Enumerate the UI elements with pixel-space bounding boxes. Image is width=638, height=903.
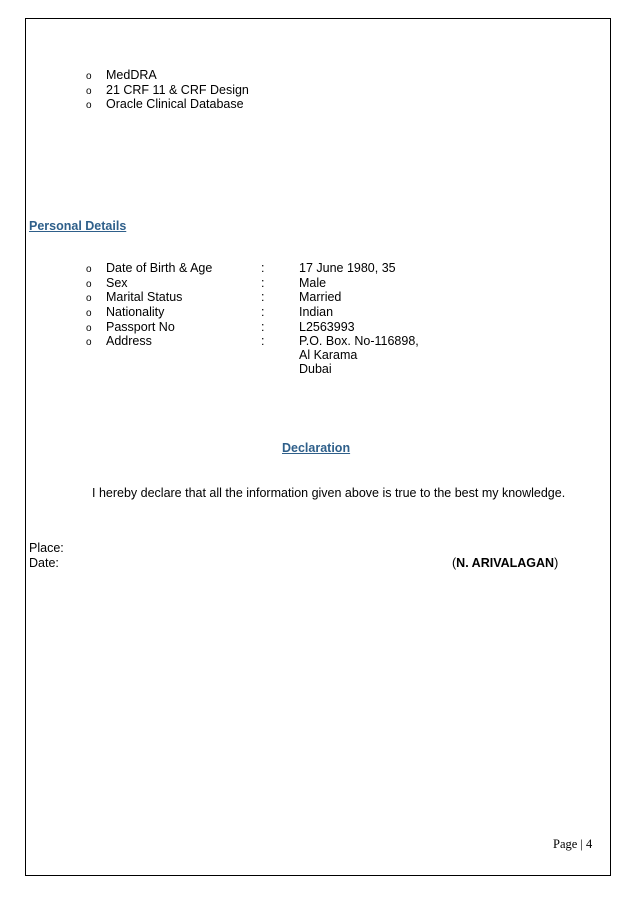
detail-value: Male bbox=[299, 276, 327, 290]
skill-text: MedDRA bbox=[106, 68, 157, 82]
page-number: Page | 4 bbox=[553, 837, 593, 851]
skill-text: 21 CRF 11 & CRF Design bbox=[106, 83, 249, 97]
bullet-icon: o bbox=[86, 337, 92, 348]
signature-name bbox=[452, 556, 558, 570]
declaration-heading: Declaration bbox=[282, 441, 351, 455]
bullet-icon: o bbox=[86, 308, 92, 319]
detail-colon: : bbox=[261, 334, 265, 348]
detail-label: Sex bbox=[106, 276, 128, 290]
detail-colon: : bbox=[261, 290, 265, 304]
personal-details-heading: Personal Details bbox=[29, 219, 127, 233]
detail-label: Date of Birth & Age bbox=[106, 261, 213, 275]
detail-label: Passport No bbox=[106, 320, 175, 334]
bullet-icon: o bbox=[86, 264, 92, 275]
bullet-icon: o bbox=[86, 279, 92, 290]
detail-label: Nationality bbox=[106, 305, 165, 319]
bullet-icon: o bbox=[86, 323, 92, 334]
detail-value: Indian bbox=[299, 305, 334, 319]
detail-colon: : bbox=[261, 261, 265, 275]
place-label: Place: bbox=[29, 541, 64, 555]
signature-close-paren: ) bbox=[554, 556, 559, 570]
bullet-icon: o bbox=[86, 100, 92, 111]
bullet-icon: o bbox=[86, 71, 92, 82]
detail-value: L2563993 bbox=[299, 320, 355, 334]
detail-value: Married bbox=[299, 290, 342, 304]
bullet-icon: o bbox=[86, 86, 92, 97]
skill-text: Oracle Clinical Database bbox=[106, 97, 244, 111]
detail-colon: : bbox=[261, 320, 265, 334]
signature-open-paren: ( bbox=[452, 556, 457, 570]
date-label: Date: bbox=[29, 556, 59, 570]
address-line-text: Al Karama bbox=[299, 348, 358, 362]
detail-colon: : bbox=[261, 276, 265, 290]
signature-name-text: N. ARIVALAGAN bbox=[456, 556, 555, 570]
declaration-text: I hereby declare that all the information given above is true to the best my knowledge. bbox=[92, 486, 566, 500]
detail-label: Address bbox=[106, 334, 152, 348]
detail-value: 17 June 1980, 35 bbox=[299, 261, 396, 275]
detail-colon: : bbox=[261, 305, 265, 319]
address-line-text: Dubai bbox=[299, 362, 332, 376]
bullet-icon: o bbox=[86, 293, 92, 304]
detail-value: P.O. Box. No-116898, bbox=[299, 334, 419, 348]
detail-label: Marital Status bbox=[106, 290, 183, 304]
